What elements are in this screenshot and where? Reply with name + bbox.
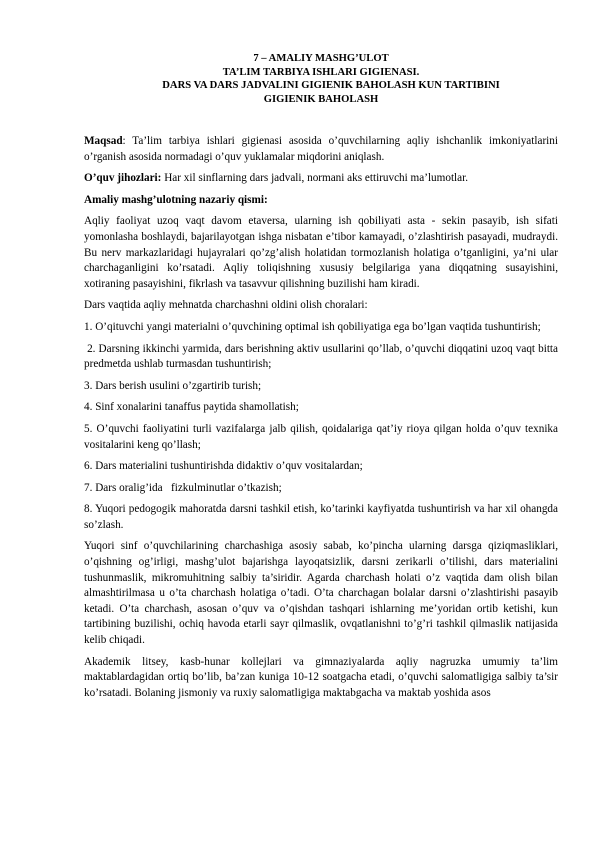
list-item-6: 6. Dars materialini tushuntirishda didaktiv o’quv vositalardan; <box>84 460 363 473</box>
list-item-2: 2. Darsning ikkinchi yarmida, dars berishning aktiv usullarini qo’llab, o’quvchi diqqatini uzoq vaqt bitta predmetda ushlab turmasdan tushuntirish; <box>84 342 561 371</box>
list-item-7: 7. Dars oralig’ida fizkulminutlar o’tkazish; <box>84 481 282 494</box>
list-item-1: 1. O’qituvchi yangi materialni o’quvchining optimal ish qobiliyatiga ega bo’lgan vaqtida tushuntirish; <box>84 320 541 333</box>
heading-line-2: TA’LIM TARBIYA ISHLARI GIGIENASI. <box>222 66 420 78</box>
paragraph-3: Yuqori sinf o’quvchilarining charchashiga asosiy sabab, ko’pincha ularning darsga qiziqmasliklari, o’qishning og’irligi, mashg’ulot bajarishga layoqatsizlik, darsni zerikarli o’tilishi, dars materialini tushunmaslik, mikromuhitning salbiy ta’siridir. Agarda charchash holati o’z vaqtida dam olish bilan almashtirilmasa u o’ta charchash holatiga o’tadi. O’ta charchagan bolalar darsni o’zlashtirishi pasayib ketadi. O’ta charchash, asosan o’quv va o’qishdan tashqari ishlarning me’yoridan ortib ketishi, kun tartibining buzilishi, ochiq havoda etarli sayr qilmaslik, ovqatlanishni to’g’ri tashkil qilmaslik natijasida kelib chiqadi. <box>84 540 558 647</box>
jihozlar-label: O’quv jihozlari: <box>84 172 162 185</box>
list-item-5: 5. O’quvchi faoliyatini turli vazifalarga jalb qilish, qoidalariga qat’iy rioya qilgan holda o’quv texnika vositalarini keng qo’llash; <box>84 422 558 451</box>
list-item-4: 4. Sinf xonalarini tanaffus paytida shamollatish; <box>84 401 299 414</box>
jihozlar-paragraph <box>84 171 558 187</box>
document-body <box>84 134 561 707</box>
paragraph-1: Aqliy faoliyat uzoq vaqt davom etaversa, ularning ish qobiliyati asta - sekin pasayib, ish sifati yomonlasha boshlaydi, bajarilayotgan ishga nisbatan e’tibor kamayadi, o’zlashtirish pasayadi, mudraydi. Bu nerv markazlaridagi hujayralari qo’zg’alish holatidan tormozlanish holatiga o’tganligini, ya’ni ular charchaganligini ko’rsatadi. Aqliy toliqishning xususiy belgilariga yana diqqatning susayishini, xotiraning pasayishini, fikrlash va tasavvur qilishning buzilishi ham kiradi. <box>84 215 558 290</box>
heading-line-1: 7 – AMALIY MASHG’ULOT <box>253 53 389 64</box>
paragraph-2: Dars vaqtida aqliy mehnatda charchashni oldini olish choralari: <box>84 299 368 312</box>
document-heading <box>84 52 558 106</box>
nazariy-title: Amaliy mashg’ulotning nazariy qismi: <box>84 193 268 206</box>
heading-line-4: GIGIENIK BAHOLASH <box>263 93 379 105</box>
heading-line-3: DARS VA DARS JADVALINI GIGIENIK BAHOLASH KUN TARTIBINI <box>162 80 500 91</box>
maqsad-text: : Ta’lim tarbiya ishlari gigienasi asosida o’quvchilarning aqliy ishchanlik imkoniyatlarini o’rganish asosida normadagi o’quv yuklamalar miqdorini aniqlash. <box>84 135 558 163</box>
jihozlar-text: Har xil sinflarning dars jadvali, normani aks ettiruvchi ma’lumotlar. <box>161 172 469 185</box>
maqsad-label: Maqsad <box>84 135 123 147</box>
maqsad-paragraph <box>84 134 558 165</box>
list-item-3: 3. Dars berish usulini o’zgartirib turish; <box>84 379 262 392</box>
paragraph-4: Akademik litsey, kasb-hunar kollejlari va gimnaziyalarda aqliy nagruzka umumiy ta’lim maktablardagidan ortiq bo’lib, ba’zan kuniga 10-12 soatgacha etadi, o’quvchi salomatligiga salbiy ta’sir ko’rsatadi. Bolaning jismoniy va ruxiy salomatligiga maktabgacha va maktab yoshida asos <box>84 655 558 699</box>
list-item-8: 8. Yuqori pedogogik mahoratda darsni tashkil etish, ko’tarinki kayfiyatda tushuntirish va har xil ohangda so’zlash. <box>84 503 558 531</box>
